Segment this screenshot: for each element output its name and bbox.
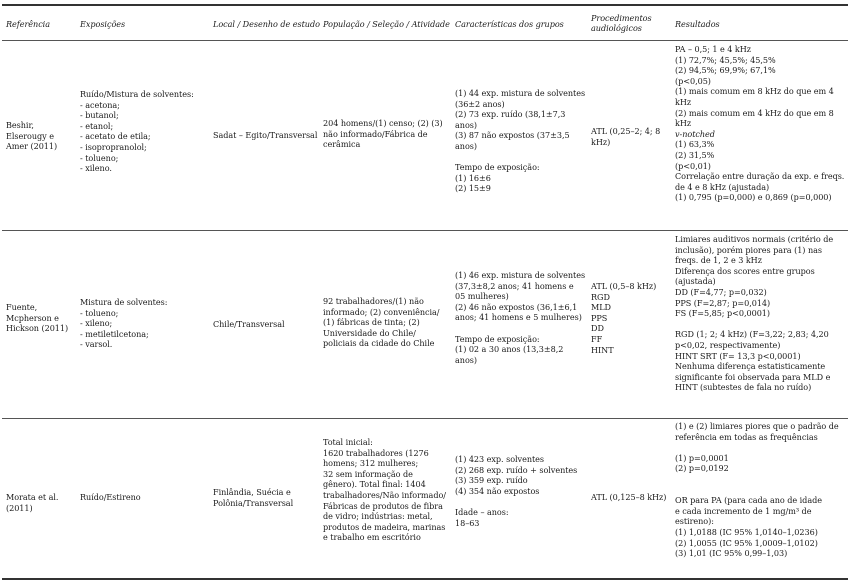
cell-line: Limiares auditivos normais (critério de [675,234,834,244]
row1-referencia [6,120,57,152]
cell-line: anos) [455,119,477,130]
cell-line: Ruído/Mistura de solventes: [80,89,194,99]
cell-line: policiais da cidade do Chile [323,338,435,349]
cell-line: (1) 63,3% [675,139,715,150]
cell-line: - xileno; [80,318,113,329]
cell-line: (3) 359 exp. ruído [455,475,528,486]
row1-procedimentos [591,126,660,147]
cell-line: kHz [675,118,692,129]
cell-line: Hickson (2011) [6,323,69,334]
cell-line [455,152,585,163]
cell-line: e trabalho em escritório [323,532,421,543]
row3-caracteristicas [455,454,577,528]
cell-line: Beshir, [6,120,34,130]
cell-line: RGD [591,291,610,302]
row2-procedimentos [591,281,656,355]
cell-line: v-notched [675,128,715,139]
header-procedimentos-line: Procedimentos [591,13,652,23]
cell-line: cerâmica [323,139,361,150]
row2-exposicoes [80,297,167,350]
cell-line: (1) fábricas de tinta; (2) [323,317,420,328]
header-local: Local / Desenho de estudo [213,19,320,29]
cell-line: (3) 1,01 (IC 95% 0,99–1,03) [675,548,788,559]
header-populacao: População / Seleção / Atividade [323,19,450,29]
cell-line: (1) 46 exp. mistura de solventes [455,270,586,280]
cell-line: e cada incremento de 1 mg/m³ de [675,505,812,516]
cell-line: (p<0,01) [675,160,711,171]
cell-line: Morata et al. [6,492,59,502]
cell-line: (1) 72,7%; 45,5%; 45,5% [675,54,776,65]
table-top-rule [2,4,848,6]
cell-line: Total inicial: [323,437,373,447]
cell-line: (2) 73 exp. ruído (38,1±7,3 [455,109,566,120]
cell-line: inclusão), porém piores para (1) nas [675,244,822,255]
cell-line: (4) 354 não expostos [455,485,540,496]
cell-line: 92 trabalhadores/(1) não [323,296,424,306]
cell-line: Tempo de exposição: [455,162,540,173]
cell-line: Tempo de exposição: [455,333,540,344]
cell-line: produtos de madeira, marinas [323,521,446,532]
row2-local: Chile/Transversal [213,319,285,329]
cell-line: HINT (subtestes de fala no ruído) [675,382,812,393]
cell-line: (1) 16±6 [455,172,491,183]
cell-line: Fuente, [6,302,38,312]
row3-local [213,487,293,508]
cell-line: (p<0,05) [675,75,711,86]
cell-line: - butanol; [80,110,119,121]
cell-line: de 4 e 8 kHz (ajustada) [675,181,770,192]
cell-line: OR para PA (para cada ano de idade [675,495,822,506]
cell-line: p<0,02, respectivamente) [675,339,781,350]
cell-line: (2) 268 exp. ruído + solventes [455,464,578,475]
cell-line: kHz [675,96,692,107]
cell-line: anos) [455,140,477,151]
row3-referencia [6,492,58,513]
header-exposicoes: Exposições [80,19,126,29]
header-procedimentos-line: audiológicos [591,23,642,33]
cell-line: anos; 41 homens e 5 mulheres) [455,312,582,323]
cell-line: estireno): [675,516,714,527]
cell-line: (1) 0,795 (p=0,000) e 0,869 (p=0,000) [675,192,832,203]
header-bottom-rule [2,40,848,41]
row1-local: Sadat – Egito/Transversal [213,130,318,140]
cell-line: PPS (F=2,87; p=0,014) [675,297,771,308]
row-divider [2,230,848,231]
cell-line: - tolueno; [80,307,119,318]
row2-referencia [6,302,68,334]
cell-line: 05 mulheres) [455,291,509,302]
cell-line: 1620 trabalhadores (1276 [323,447,429,458]
cell-line: kHz) [591,136,611,147]
row3-resultados [675,421,839,559]
cell-line: DD [591,323,604,334]
header-caracteristicas: Características dos grupos [455,19,564,29]
cell-line: ATL (0,25–2; 4; 8 [591,126,661,136]
cell-line: DD (F=4,77; p=0,032) [675,286,767,297]
cell-line: (2) 94,5%; 69,9%; 67,1% [675,65,776,76]
cell-line: FF [591,333,603,344]
cell-line: referência em todas as frequências [675,431,818,442]
cell-line: RGD (1; 2; 4 kHz) (F=3,22; 2,83; 4,20 [675,329,829,340]
cell-line: Mistura de solventes: [80,297,168,307]
cell-line: trabalhadores/Não informado/ [323,489,446,500]
cell-line: ATL (0,125–8 kHz) [591,492,667,502]
cell-line: Correlação entre duração da exp. e freqs. [675,171,845,182]
cell-line [455,496,577,507]
cell-line: (2011) [6,502,33,513]
header-resultados: Resultados [675,19,720,29]
cell-line [675,485,839,496]
row-divider [2,418,848,419]
cell-line: homens; 312 mulheres; [323,458,419,469]
cell-line: de vidro; indústrias: metal, [323,511,433,522]
cell-line: freqs. de 1, 2 e 3 kHz [675,255,762,266]
cell-line: - etanol; [80,120,114,131]
row2-resultados [675,234,833,393]
cell-line: Fábricas de produtos de fibra [323,500,443,511]
cell-line: Diferença dos scores entre grupos [675,265,815,276]
row1-populacao [323,118,443,150]
row1-exposicoes [80,89,194,174]
cell-line: - varsol. [80,339,113,350]
cell-line: (1) 02 a 30 anos (13,3±8,2 [455,344,564,355]
row1-caracteristicas [455,88,585,194]
cell-line [675,319,833,330]
cell-line: HINT SRT (F= 13,3 p<0,0001) [675,350,801,361]
row3-populacao [323,437,446,543]
cell-line: PA – 0,5; 1 e 4 kHz [675,44,751,54]
cell-line: (1) 1,0188 (IC 95% 1,0140–1,0236) [675,526,818,537]
cell-line: (1) 44 exp. mistura de solventes [455,88,586,98]
cell-line: (37,3±8,2 anos; 41 homens e [455,280,574,291]
cell-line: Polônia/Transversal [213,497,294,508]
cell-line: (2) mais comum em 4 kHz do que em 8 [675,107,834,118]
cell-line: 18–63 [455,517,480,528]
cell-line: PPS [591,312,608,323]
cell-line: Nenhuma diferença estatisticamente [675,361,826,372]
cell-line: - xileno. [80,163,112,174]
cell-line: (1) mais comum em 8 kHz do que em 4 [675,86,834,97]
cell-line: - metiletilcetona; [80,328,149,339]
cell-line [455,323,585,334]
cell-line [675,442,839,453]
cell-line: (2) p=0,0192 [675,463,729,474]
cell-line: (2) 46 não expostos (36,1±6,1 [455,301,578,312]
cell-line: - acetato de etila; [80,131,151,142]
row2-caracteristicas [455,270,585,365]
header-referencia: Referência [6,19,50,29]
row3-procedimentos [591,492,666,503]
cell-line: FS (F=5,85; p<0,0001) [675,308,771,319]
cell-line: Mcpherson e [6,312,59,323]
cell-line: informado; (2) conveniência/ [323,306,440,317]
cell-line: Finlândia, Suécia e [213,487,291,497]
cell-line [675,474,839,485]
row3-exposicoes [80,492,141,503]
cell-line: - isopropranolol; [80,141,147,152]
table-bottom-rule [2,578,848,580]
cell-line: MLD [591,302,612,313]
cell-line: gênero). Total final: 1404 [323,479,426,490]
cell-line: (ajustada) [675,276,716,287]
cell-line: ATL (0,5–8 kHz) [591,281,657,291]
cell-line: (1) p=0,0001 [675,452,729,463]
cell-line: - acetona; [80,99,120,110]
row2-populacao [323,296,440,349]
cell-line: - tolueno; [80,152,119,163]
cell-line: 204 homens/(1) censo; (2) (3) [323,118,443,128]
header-procedimentos [591,13,652,33]
cell-line: (1) 423 exp. solventes [455,454,545,464]
cell-line: anos) [455,354,477,365]
cell-line: Ruído/Estireno [80,492,141,502]
cell-line: 32 sem informação de [323,468,413,479]
cell-line: HINT [591,344,614,355]
cell-line: (36±2 anos) [455,98,505,109]
cell-line: (2) 1,0055 (IC 95% 1,0009–1,0102) [675,537,818,548]
cell-line: (2) 15±9 [455,183,491,194]
cell-line: (1) e (2) limiares piores que o padrão de [675,421,839,431]
cell-line: significante foi observada para MLD e [675,371,831,382]
cell-line: Idade – anos: [455,506,509,517]
row1-resultados [675,44,844,203]
cell-line: Amer (2011) [6,141,58,152]
cell-line: (3) 87 não expostos (37±3,5 [455,130,570,141]
cell-line: Elserougy e [6,130,54,141]
cell-line: (2) 31,5% [675,149,715,160]
cell-line: não informado/Fábrica de [323,128,428,139]
cell-line: Universidade do Chile/ [323,327,416,338]
